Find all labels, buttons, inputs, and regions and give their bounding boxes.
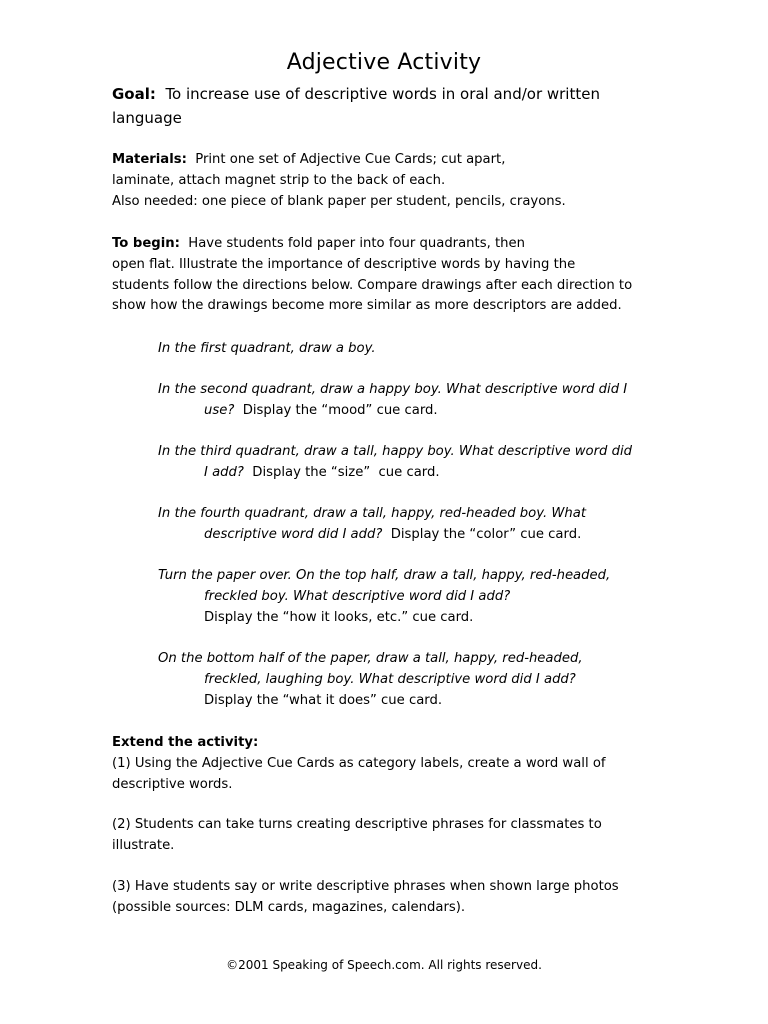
direction-step-4: [158, 504, 678, 546]
step-4-display: Display the “color” cue card.: [382, 526, 582, 542]
direction-step-6: [158, 649, 678, 711]
goal-label: Goal:: [112, 85, 156, 103]
step-4-line-1: In the fourth quadrant, draw a tall, happy, red-headed boy. What: [158, 506, 587, 521]
step-2-question: use?: [204, 402, 235, 418]
goal-text: To increase use of descriptive words in oral and/or written: [165, 85, 600, 103]
materials-label: Materials:: [112, 152, 187, 167]
step-4-line-2: [158, 525, 678, 546]
extend-item-3-line-2: (possible sources: DLM cards, magazines, calendars).: [112, 899, 466, 915]
extend-section: [112, 733, 672, 795]
direction-step-2: [158, 380, 678, 422]
begin-line-3: students follow the directions below. Compare drawings after each direction to: [112, 277, 633, 293]
goal-line-2: language: [112, 109, 182, 127]
extend-item-2-line-1: (2) Students can take turns creating descriptive phrases for classmates to: [112, 817, 602, 832]
direction-step-1: [158, 339, 678, 360]
step-5-line-1: Turn the paper over. On the top half, draw a tall, happy, red-headed,: [158, 568, 611, 583]
step-6-line-2: freckled, laughing boy. What descriptive word did I add?: [204, 671, 576, 687]
extend-item-1-line-1: (1) Using the Adjective Cue Cards as category labels, create a word wall of: [112, 755, 606, 771]
step-6-line-3: Display the “what it does” cue card.: [204, 692, 443, 708]
step-3-line-1: In the third quadrant, draw a tall, happy boy. What descriptive word did: [158, 444, 633, 459]
begin-text-1: Have students fold paper into four quadrants, then: [188, 236, 525, 251]
step-5-line-3: Display the “how it looks, etc.” cue card.: [204, 609, 474, 625]
step-1-line-1: In the first quadrant, draw a boy.: [158, 341, 376, 356]
step-3-display: Display the “size” cue card.: [243, 464, 440, 480]
step-3-line-2: [158, 463, 678, 484]
extend-item-3: [112, 877, 672, 919]
step-2-line-1: In the second quadrant, draw a happy boy. What descriptive word did I: [158, 382, 628, 397]
extend-item-3-line-1: (3) Have students say or write descriptive phrases when shown large photos: [112, 879, 619, 894]
materials-line-2: laminate, attach magnet strip to the back of each.: [112, 172, 446, 188]
extend-label-text: Extend the activity:: [112, 735, 259, 750]
copyright-footer: ©2001 Speaking of Speech.com. All rights reserved.: [226, 958, 542, 972]
begin-line-4: show how the drawings become more similar as more descriptors are added.: [112, 298, 622, 314]
materials-line-3: Also needed: one piece of blank paper per student, pencils, crayons.: [112, 193, 566, 209]
extend-label: [112, 733, 672, 754]
step-2-line-2: [158, 401, 678, 422]
extend-item-1-line-2: descriptive words.: [112, 776, 233, 792]
goal-section: [112, 82, 672, 130]
step-2-display: Display the “mood” cue card.: [234, 402, 438, 418]
direction-step-3: [158, 442, 678, 484]
page-title: Adjective Activity: [286, 50, 482, 75]
step-4-question: descriptive word did I add?: [204, 526, 383, 542]
begin-line-2: open flat. Illustrate the importance of descriptive words by having the: [112, 256, 576, 272]
extend-item-2: [112, 815, 672, 857]
step-6-line-1: On the bottom half of the paper, draw a tall, happy, red-headed,: [158, 651, 583, 666]
materials-section: [112, 150, 672, 212]
begin-label: To begin:: [112, 236, 180, 251]
step-5-line-2: freckled boy. What descriptive word did I add?: [204, 588, 511, 604]
materials-text-1: Print one set of Adjective Cue Cards; cut apart,: [195, 152, 506, 167]
extend-item-2-line-2: illustrate.: [112, 837, 175, 853]
begin-section: [112, 234, 672, 317]
step-3-question: I add?: [204, 464, 244, 480]
begin-line-1: [112, 234, 672, 255]
materials-line-1: [112, 150, 672, 171]
goal-line-1: [112, 82, 672, 106]
direction-step-5: [158, 566, 678, 628]
